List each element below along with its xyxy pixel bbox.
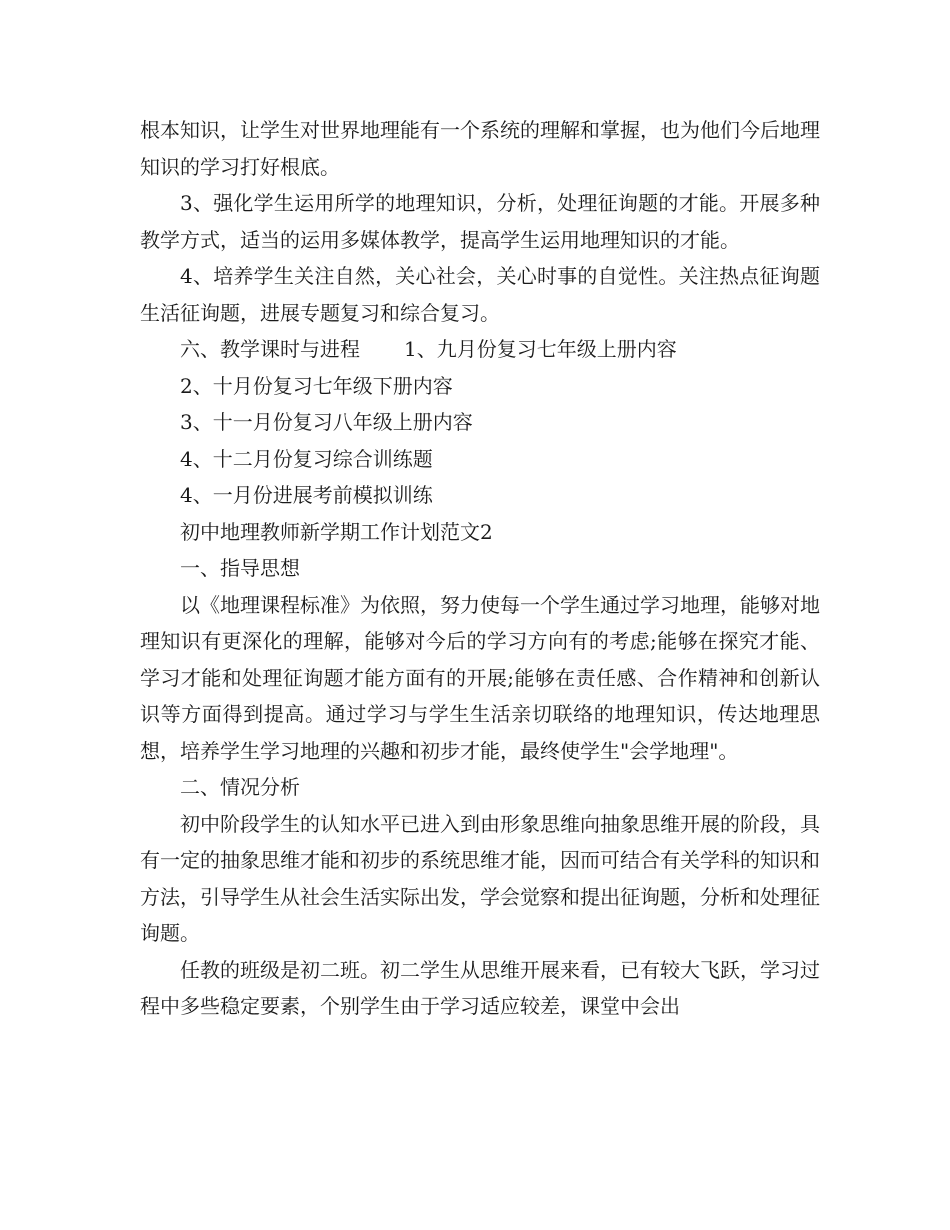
paragraph-class-situation: 任教的班级是初二班。初二学生从思维开展来看，已有较大飞跃，学习过程中多些稳定要素，个别学生由于学习适应较差，课堂中会出 <box>140 957 820 1018</box>
paragraph-item-4-awareness: 4、培养学生关注自然，关心社会，关心时事的自觉性。关注热点征询题生活征询题，进展专题复习和综合复习。 <box>140 264 820 325</box>
schedule-item-january: 4、一月份进展考前模拟训练 <box>180 483 433 507</box>
paragraph-cognitive-level: 初中阶段学生的认知水平已进入到由形象思维向抽象思维开展的阶段，具有一定的抽象思维才能和初步的系统思维才能，因而可结合有关学科的知识和方法，引导学生从社会生活实际出发，学会觉察和提出征询题，分析和处理征询题。 <box>140 811 820 945</box>
paragraph-basic-knowledge: 根本知识，让学生对世界地理能有一个系统的理解和掌握，也为他们今后地理知识的学习打好根底。 <box>140 118 820 179</box>
schedule-item-october: 2、十月份复习七年级下册内容 <box>180 373 453 398</box>
section-heading-schedule-title: 六、教学课时与进程 <box>180 337 360 361</box>
section-heading-situation-analysis: 二、情况分析 <box>180 775 300 799</box>
schedule-item-september: 1、九月份复习七年级上册内容 <box>404 337 677 361</box>
schedule-item-december: 4、十二月份复习综合训练题 <box>180 446 433 471</box>
section-heading-guiding-thought: 一、指导思想 <box>180 556 300 580</box>
section-heading-schedule <box>140 331 820 368</box>
paragraph-guiding-thought: 以《地理课程标准》为依照，努力使每一个学生通过学习地理，能够对地理知识有更深化的理解，能够对今后的学习方向有的考虑;能够在探究才能、学习才能和处理征询题才能方面有的开展;能够在责任感、合作精神和创新认识等方面得到提高。通过学习与学生生活亲切联络的地理知识，传达地理思想，培养学生学习地理的兴趣和初步才能，最终使学生"会学地理"。 <box>140 592 820 763</box>
schedule-item-november: 3、十一月份复习八年级上册内容 <box>180 410 473 434</box>
paragraph-item-3-skills: 3、强化学生运用所学的地理知识，分析，处理征询题的才能。开展多种教学方式，适当的运用多媒体教学，提高学生运用地理知识的才能。 <box>140 191 820 252</box>
document-body <box>140 112 820 1025</box>
document-section-title: 初中地理教师新学期工作计划范文2 <box>180 519 493 544</box>
